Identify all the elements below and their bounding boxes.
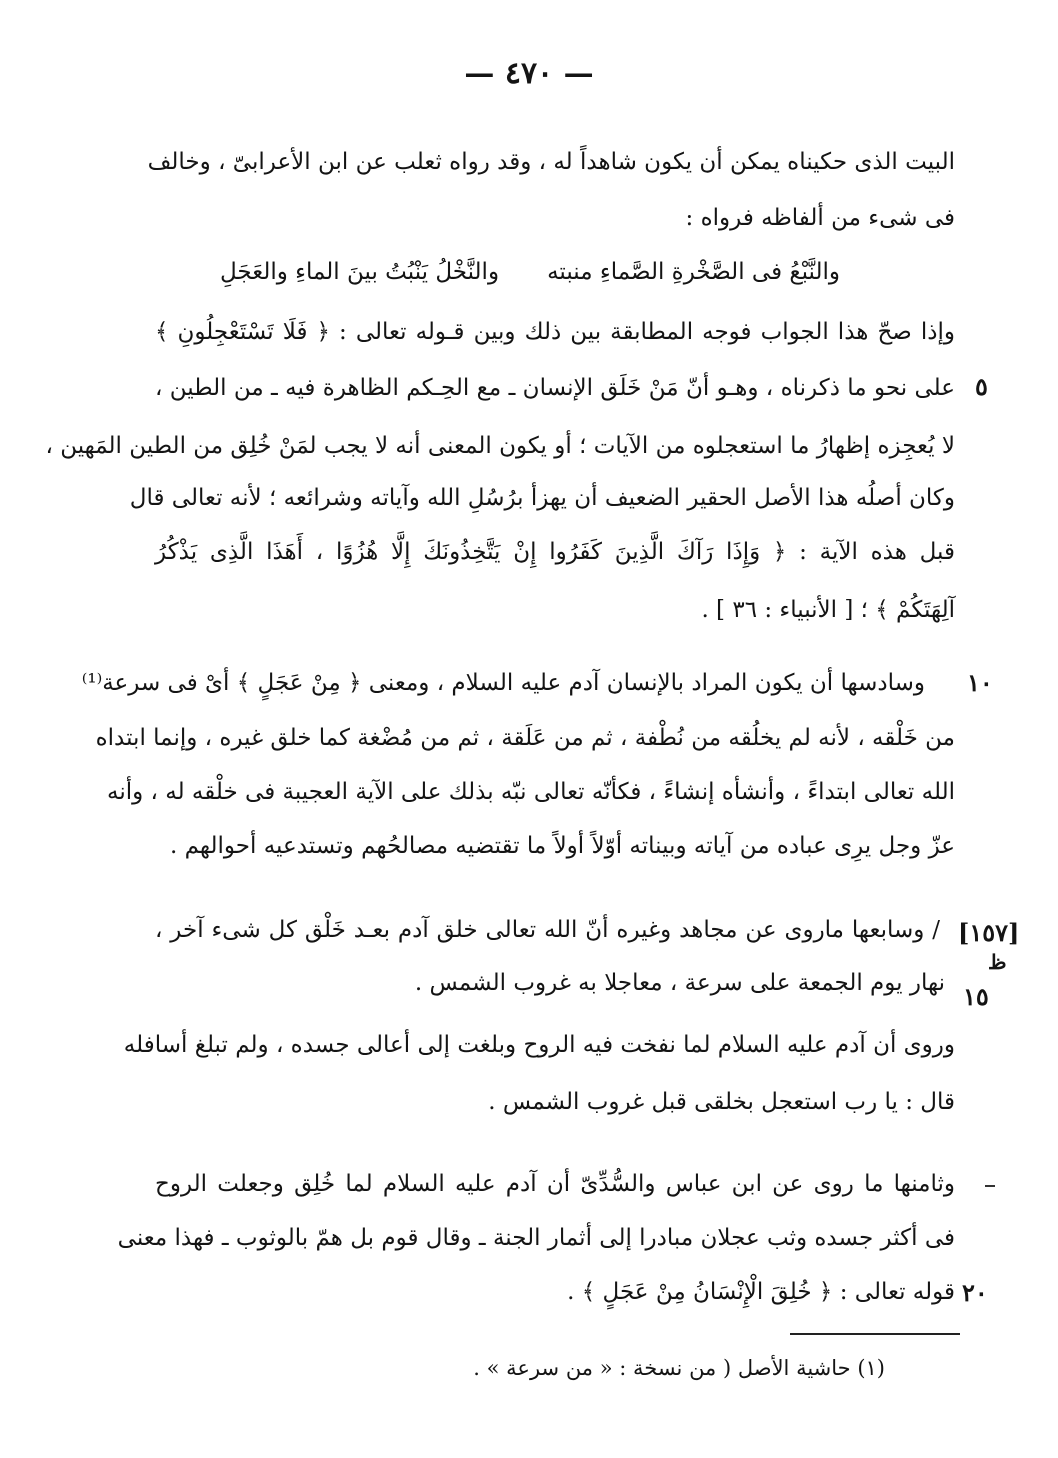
text-line: / وسابعها ماروى عن مجاهد وغيره أنّ الله تعالى خلق آدم بعـد خَلْق كل شىء آخر ، [155, 917, 940, 943]
text-line: قبل هذه الآية : ﴿ وَإِذَا رَآكَ الَّذِينَ كَفَرُوا إِنْ يَتَّخِذُونَكَ إِلَّا هُزُوًا ، أَهَذَا الَّذِى يَذْكُرُ [155, 539, 955, 565]
page-number: — ٤٧٠ — [464, 56, 594, 91]
verse-left-hemistich: والنَّخْلُ يَنْبُتُ بينَ الماءِ والعَجَلِ [220, 259, 500, 285]
text-line: قوله تعالى : ﴿ خُلِقَ الْإِنْسَانُ مِنْ عَجَلٍ ﴾ . [567, 1279, 955, 1305]
text-line: فى شىء من ألفاظه فرواه : [685, 205, 955, 231]
text-line: وثامنها ما روى عن ابن عباس والسُّدِّىّ أن آدم عليه السلام لما خُلِق وجعلت الروح [155, 1171, 955, 1197]
text-line: وإذا صحّ هذا الجواب فوجه المطابقة بين ذلك وبين قـوله تعالى : ﴿ فَلَا تَسْتَعْجِلُونِ ﴾ [155, 319, 955, 345]
text-line: قال : يا رب استعجل بخلقى قبل غروب الشمس . [488, 1089, 955, 1115]
text-line: وسادسها أن يكون المراد بالإنسان آدم عليه السلام ، ومعنى ﴿ مِنْ عَجَلٍ ﴾ أىْ فى سرعة⁽¹⁾ [81, 670, 925, 696]
verse-right-hemistich: والنَّبْعُ فى الصَّخْرةِ الصَّماءِ منبته [547, 259, 840, 285]
footnote: (١) حاشية الأصل ( من نسخة : « من سرعة » . [473, 1356, 885, 1380]
footnote-rule [790, 1333, 960, 1335]
text-line: آلِهَتَكُمْ ﴾ ؛ [ الأنبياء : ٣٦ ] . [701, 597, 955, 623]
text-line: وكان أصلُه هذا الأصل الحقير الضعيف أن يهزأ برُسُلِ الله وآياته وشرائعه ؛ لأنه تعالى قال [129, 485, 955, 511]
line-number: ٢٠ [962, 1278, 988, 1307]
text-line: من خَلْقه ، لأنه لم يخلُقه من نُطْفة ، ثم من عَلَقة ، ثم من مُضْغة كما خلق غيره ، وإنما ابتداه [95, 725, 955, 751]
line-number: ٥ [975, 372, 988, 401]
text-line: فى أكثر جسده وثب عجلان مبادرا إلى أثمار الجنة ـ وقال قوم بل همّ بالوثوب ـ فهذا معنى [117, 1225, 955, 1251]
text-line: لا يُعجِزه إظهارُ ما استعجلوه من الآيات ؛ أو يكون المعنى أنه لا يجب لمَنْ خُلِق من الطين المَهين ، [45, 433, 955, 459]
text-line: الله تعالى ابتداءً ، وأنشأه إنشاءً ، فكأنّه تعالى نبّه بذلك على الآية العجيبة فى خلْقه له ، وأنه [106, 779, 955, 805]
text-line: على نحو ما ذكرناه ، وهـو أنّ مَنْ خَلَق الإنسان ـ مع الحِـكم الظاهرة فيه ـ من الطين ، [155, 375, 955, 401]
folio-marker-sub: ظ [988, 950, 1007, 974]
text-line: عزّ وجل يرِى عباده من آياته وبيناته أوّلاً أولاً ما تقتضيه مصالحُهم وتستدعيه أحوالهم . [170, 833, 955, 859]
folio-marker: [١٥٧] [958, 918, 1020, 947]
line-number: ١٥ [963, 982, 989, 1011]
margin-dash [985, 1185, 995, 1187]
poetry-verse [220, 252, 840, 292]
text-line: البيت الذى حكيناه يمكن أن يكون شاهداً له ، وقد رواه ثعلب عن ابن الأعرابىّ ، وخالف [147, 149, 955, 175]
text-line: نهار يوم الجمعة على سرعة ، معاجلا به غروب الشمس . [414, 970, 945, 996]
line-number: ١٠ [967, 668, 993, 697]
text-line: وروى أن آدم عليه السلام لما نفخت فيه الروح وبلغت إلى أعالى جسده ، ولم تبلغ أسافله [123, 1032, 955, 1058]
